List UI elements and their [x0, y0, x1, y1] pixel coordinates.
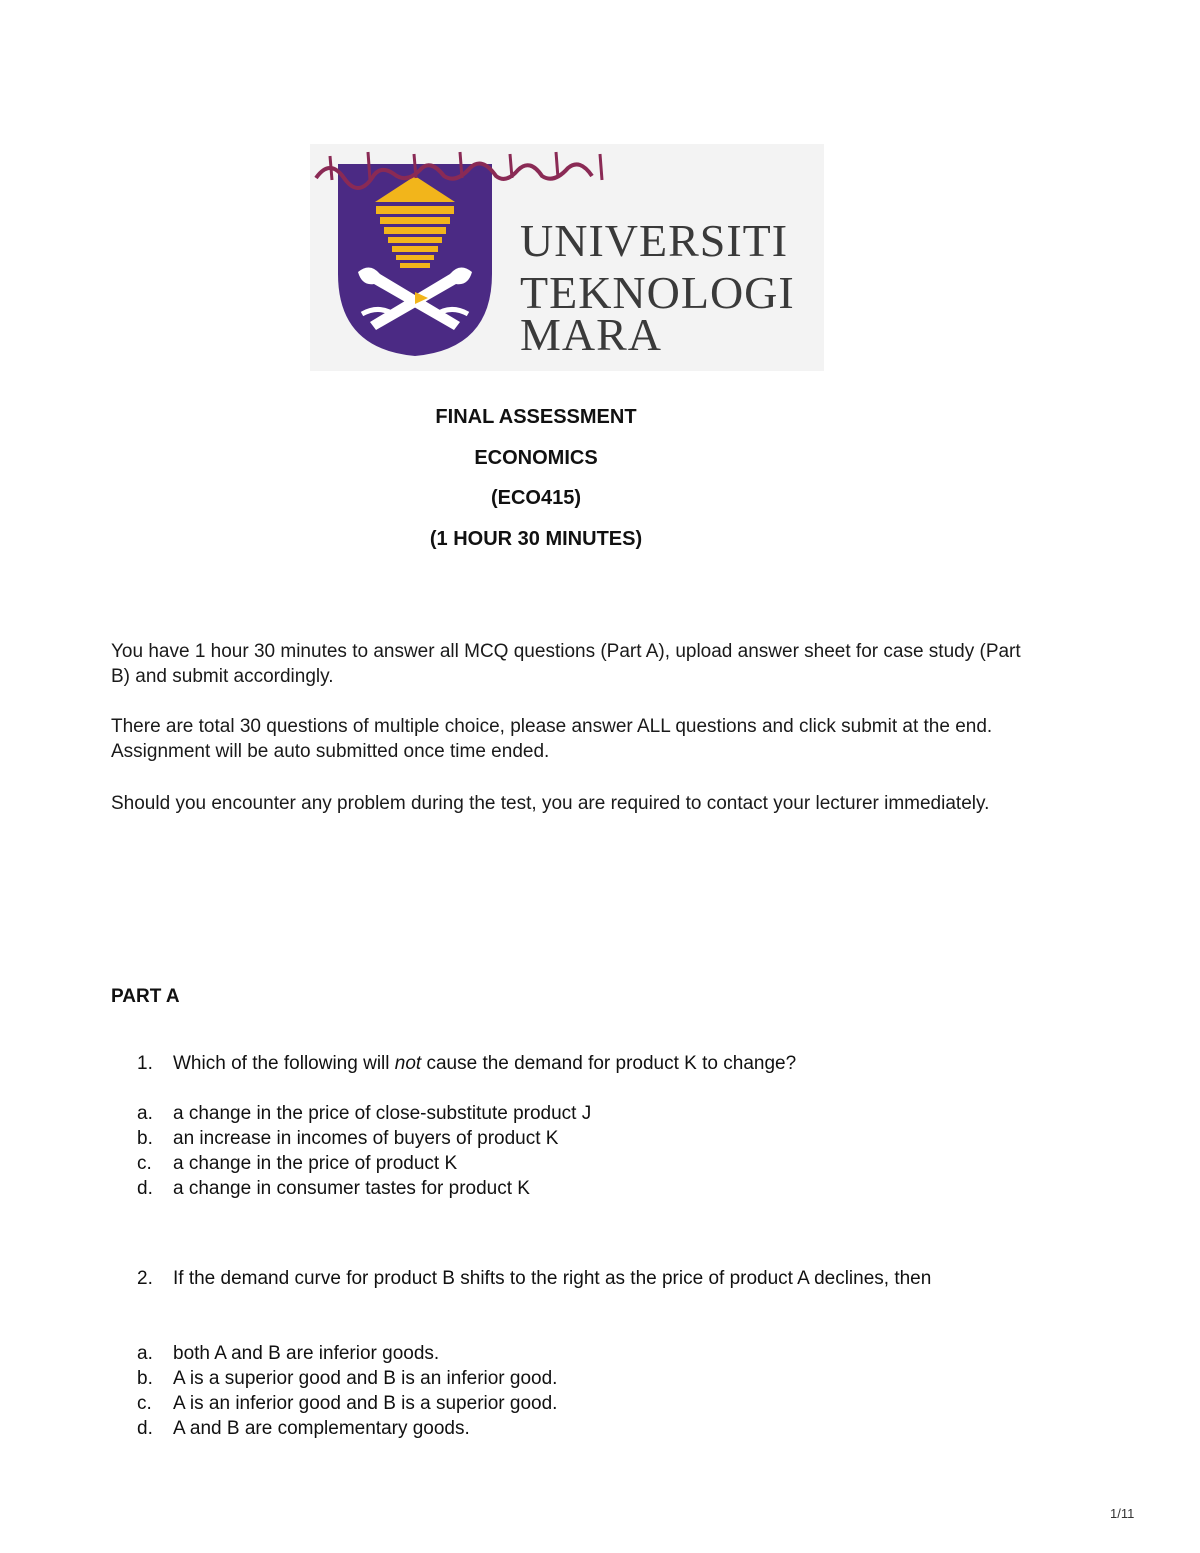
- question-text: If the demand curve for product B shifts to the right as the price of product A declines, then: [173, 1268, 932, 1289]
- instruction-paragraph-2: There are total 30 questions of multiple choice, please answer ALL questions and click submit at the end. Assignment will be auto submitted once time ended.: [111, 716, 993, 762]
- logo-line-teknologi: TEKNOLOGI: [520, 267, 795, 318]
- option-b: b. A is a superior good and B is an inferior good.: [137, 1368, 558, 1389]
- option-c: c. a change in the price of product K: [137, 1153, 458, 1174]
- university-logo: [310, 144, 824, 371]
- option-d: d. A and B are complementary goods.: [137, 1418, 470, 1439]
- part-a-heading: PART A: [111, 986, 180, 1007]
- logo-line-mara: MARA: [520, 309, 663, 360]
- instruction-paragraph-3: Should you encounter any problem during the test, you are required to contact your lecturer immediately.: [111, 793, 990, 814]
- jawi-script-mark: [310, 144, 610, 190]
- question-number: 1.: [137, 1053, 153, 1074]
- question-2-options: [137, 1341, 1017, 1441]
- question-2: [137, 1266, 1017, 1291]
- option-b: b. an increase in incomes of buyers of product K: [137, 1128, 559, 1149]
- option-a: a. a change in the price of close-substitute product J: [137, 1103, 592, 1124]
- assessment-title: FINAL ASSESSMENT: [435, 406, 637, 428]
- duration: (1 HOUR 30 MINUTES): [429, 528, 643, 550]
- option-c: c. A is an inferior good and B is a superior good.: [137, 1393, 558, 1414]
- course-code: (ECO415): [490, 487, 582, 509]
- instruction-paragraph-1: You have 1 hour 30 minutes to answer all MCQ questions (Part A), upload answer sheet for case study (Part B) and submit accordingly.: [111, 641, 1021, 687]
- page-number: 1/11: [1110, 1506, 1135, 1521]
- subject-title: ECONOMICS: [474, 447, 598, 469]
- logo-line-universiti: UNIVERSITI: [520, 215, 789, 266]
- question-1-options: [137, 1101, 1017, 1201]
- question-text: Which of the following will not cause the demand for product K to change?: [173, 1053, 797, 1074]
- question-1: [137, 1051, 1017, 1076]
- question-number: 2.: [137, 1268, 153, 1289]
- option-a: a. both A and B are inferior goods.: [137, 1343, 440, 1364]
- option-d: d. a change in consumer tastes for product K: [137, 1178, 530, 1199]
